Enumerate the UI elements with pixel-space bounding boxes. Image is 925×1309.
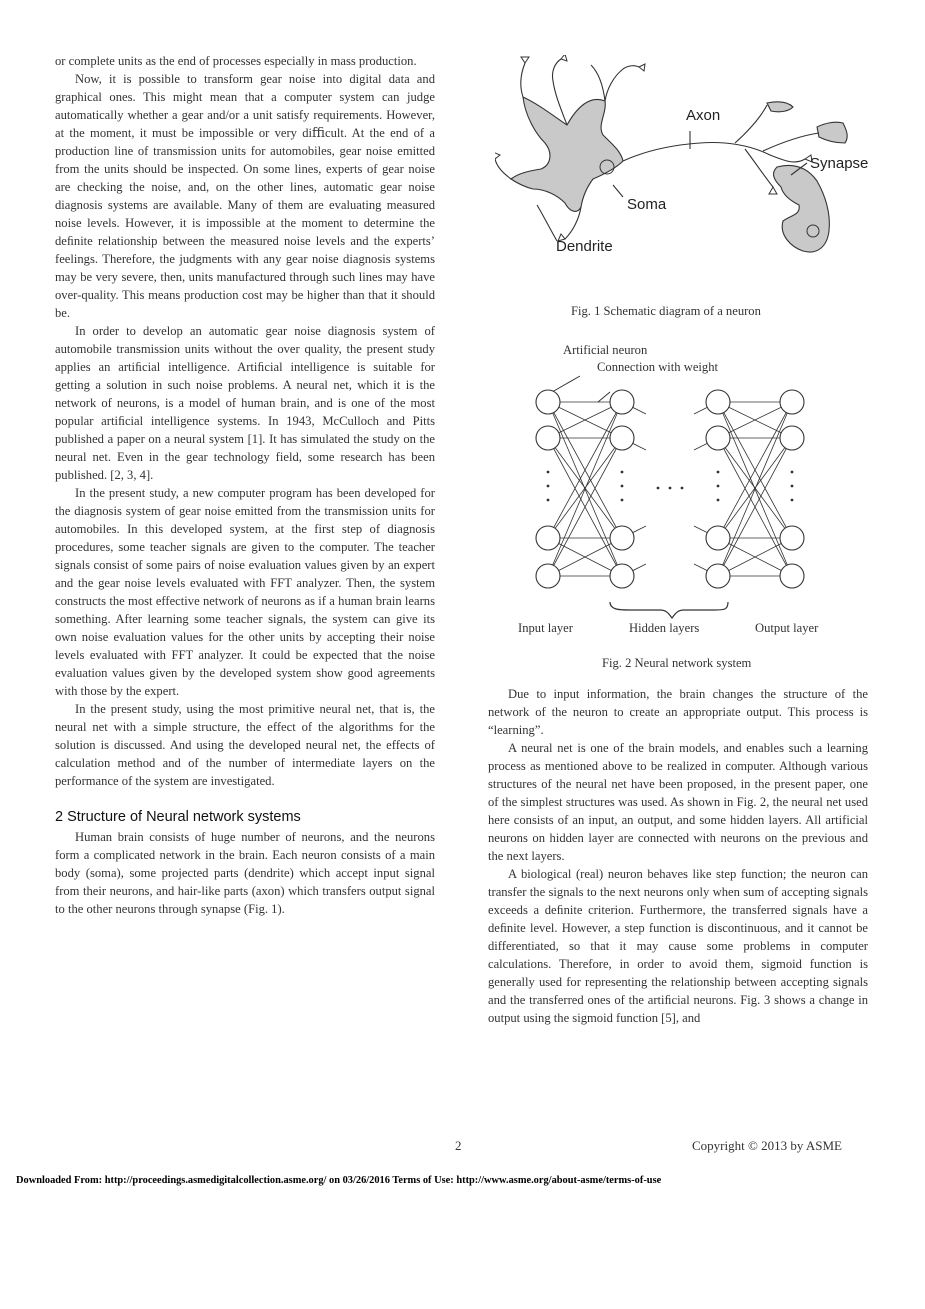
section-heading: 2 Structure of Neural network systems (55, 809, 301, 825)
ellipsis-dot (547, 499, 550, 502)
terminal (561, 55, 567, 61)
ellipsis-dot (681, 487, 684, 490)
terminal (521, 57, 529, 63)
terminal (769, 187, 777, 194)
figure-2-caption: Fig. 2 Neural network system (602, 656, 752, 670)
dendrite-blob (767, 102, 793, 112)
dendrite-line (521, 63, 525, 97)
dendrite-line (552, 59, 567, 125)
ellipsis-dot (791, 499, 794, 502)
paragraph: In the present study, a new computer program has been developed for the diagnosis system of gear noise emitted from the transmission units for automobiles. In this developed system, at the first step of diagnosis procedures, some teacher signals are given to the computer. The teacher signals consist of some pairs of noise evaluation values given by an expert and the gear noise levels evaluated with FFT analyzer. Then, the system constructs the most effective network of neurons as if a human brain learns something. After learning some teacher signals, the system can give its own noise evaluation values for the other units by accepting their noise levels evaluated with FFT analyzer. It could be expected that the noise evaluation values given by the developed system show good agreements with those by the expert. (55, 486, 435, 698)
paragraph: A biological (real) neuron behaves like step function; the neuron can transfer the signals to the next neurons only when sum of accepting signals exceeds a deﬁnite criterion. Furthermore, the transferred signals have a deﬁnite level. However, a step function is discontinuous, and it cannot be differentiated, so that it may cause some problems in computer calculations. Therefore, in order to avoid them, sigmoid function is generally used for representing the relationship between accepting signals and the transferred ones of the artiﬁcial neurons. Fig. 3 shows a change in output using the sigmoid function [5], and (488, 867, 868, 1025)
paragraph: A neural net is one of the brain models, and enables such a learning process as mentioned above to be realized in computer. Although various structures of the neural net have been proposed, in the present paper, one of the simplest structures was used. As shown in Fig. 2, the neural net used here consists of an input, an output, and some hidden layers. All artificial neurons on hidden layer are connected with neurons on the previous and the next layers. (488, 741, 868, 863)
ellipsis-dot (621, 471, 624, 474)
connection-label: Connection with weight (597, 360, 719, 374)
ellipsis-dot (717, 485, 720, 488)
neuron-node (610, 426, 634, 450)
neuron-node (536, 426, 560, 450)
neuron-node (536, 390, 560, 414)
neuron-node (610, 564, 634, 588)
dendrite-line (591, 65, 605, 101)
neuron-node (610, 526, 634, 550)
neuron-node (780, 390, 804, 414)
dendrite-line (565, 207, 581, 239)
neuron-node (706, 426, 730, 450)
hidden-layers-label: Hidden layers (629, 621, 700, 635)
ellipsis-dot (547, 485, 550, 488)
neuron-node (536, 564, 560, 588)
paragraph: or complete units as the end of processes especially in mass production. (55, 54, 417, 68)
axon-label: Axon (686, 107, 721, 124)
axon-branch (735, 105, 767, 143)
synapse-body (774, 166, 830, 252)
dendrite-line (495, 159, 511, 179)
page-number: 2 (455, 1138, 462, 1153)
ellipsis-dot (717, 471, 720, 474)
paragraph: Now, it is possible to transform gear noise into digital data and graphical ones. This might mean that a computer system can judge automatically whether a gear and/or a unit satisfy requirements. However, at the moment, it must be impossible or very diﬃcult. At the end of a production line of transmission units for automobiles, gear noise emitted from the units should be inspected. On some lines, experts of gear noise are checking the noise, and, on the other lines, automatic gear noise diagnosis systems are available. Many of them are evaluating measured noise levels. However, it is impossible at the moment to determine the deﬁnite relationship between the measured noise levels and the experts’ feelings. Therefore, the judgments with any gear noise diagnosis systems may be very severe, then, units manufactured through such lines may have over-quality. This means production cost may be higher than that it should be. (55, 72, 435, 320)
figure-1-caption: Fig. 1 Schematic diagram of a neuron (571, 304, 761, 318)
dendrite-blob (817, 122, 847, 143)
neuron-node (610, 390, 634, 414)
neuron-node (780, 526, 804, 550)
neuron-node (780, 426, 804, 450)
dendrite-pointer (537, 205, 557, 241)
ellipsis-dot (791, 471, 794, 474)
axon-line (623, 143, 805, 162)
artificial-neuron-label: Artificial neuron (563, 343, 648, 357)
ellipsis-dot (621, 485, 624, 488)
neural-network-diagram (500, 370, 830, 620)
ellipsis-dot (657, 487, 660, 490)
terminal (639, 64, 645, 71)
ellipsis-dot (717, 499, 720, 502)
neuron-node (780, 564, 804, 588)
neuron-node (536, 526, 560, 550)
ellipsis-dot (547, 471, 550, 474)
ellipsis-dot (621, 499, 624, 502)
download-notice: Downloaded From: http://proceedings.asmedigitalcollection.asme.org/ on 03/26/2016 Terms of Use: http://www.asme.org/about-asme/terms-of-use (16, 1175, 662, 1186)
left-column (55, 52, 435, 918)
paragraph: In the present study, using the most primitive neural net, that is, the neural net with a simple structure, the effect of the algorithms for the solution is discussed. And using the developed neural net, the effects of calculation method and of the number of intermediate layers on the performance of the system are investigated. (55, 702, 435, 788)
paragraph: Due to input information, the brain changes the structure of the network of the neuron to create an appropriate output. This process is “learning”. (488, 687, 868, 737)
axon-branch (763, 133, 819, 151)
dendrite-line (605, 66, 639, 101)
input-layer-label: Input layer (518, 621, 573, 635)
neuron-node (706, 390, 730, 414)
soma-pointer (613, 185, 623, 197)
right-column (488, 685, 868, 1027)
ellipsis-dot (791, 485, 794, 488)
copyright-notice: Copyright © 2013 by ASME (692, 1138, 843, 1153)
dendrite-label: Dendrite (556, 238, 613, 255)
neuron-node (706, 526, 730, 550)
synapse-label: Synapse (810, 155, 869, 172)
hidden-layers-brace (610, 602, 728, 618)
soma-label: Soma (627, 196, 667, 213)
output-layer-label: Output layer (755, 621, 819, 635)
soma-body (511, 97, 623, 211)
ellipsis-dot (669, 487, 672, 490)
connection-pointer (598, 392, 610, 402)
terminal (495, 152, 500, 159)
neuron-node (706, 564, 730, 588)
paragraph: Human brain consists of huge number of neurons, and the neurons form a complicated network in the brain. Each neuron consists of a main body (soma), some projected parts (dendrite) which accept input signal from their neurons, and hair-like parts (axon) which transfers output signal to the other neurons through synapse (Fig. 1). (55, 830, 435, 916)
artificial-neuron-pointer (552, 376, 580, 392)
paragraph: In order to develop an automatic gear noise diagnosis system of automobile transmission units without the over quality, the present study applies an artiﬁcial intelligence. Artiﬁcial intelligence is suitable for getting a solution in such noise problems. A neural net, which it is the network of neurons, is a model of human brain, and is one of the most popular artiﬁcial intelligence systems. In 1943, McCulloch and Pitts published a paper on a neural system [1]. It has simulated the study on the neural net. Even in the gear technology field, some research has been published. [2, 3, 4]. (55, 324, 435, 482)
